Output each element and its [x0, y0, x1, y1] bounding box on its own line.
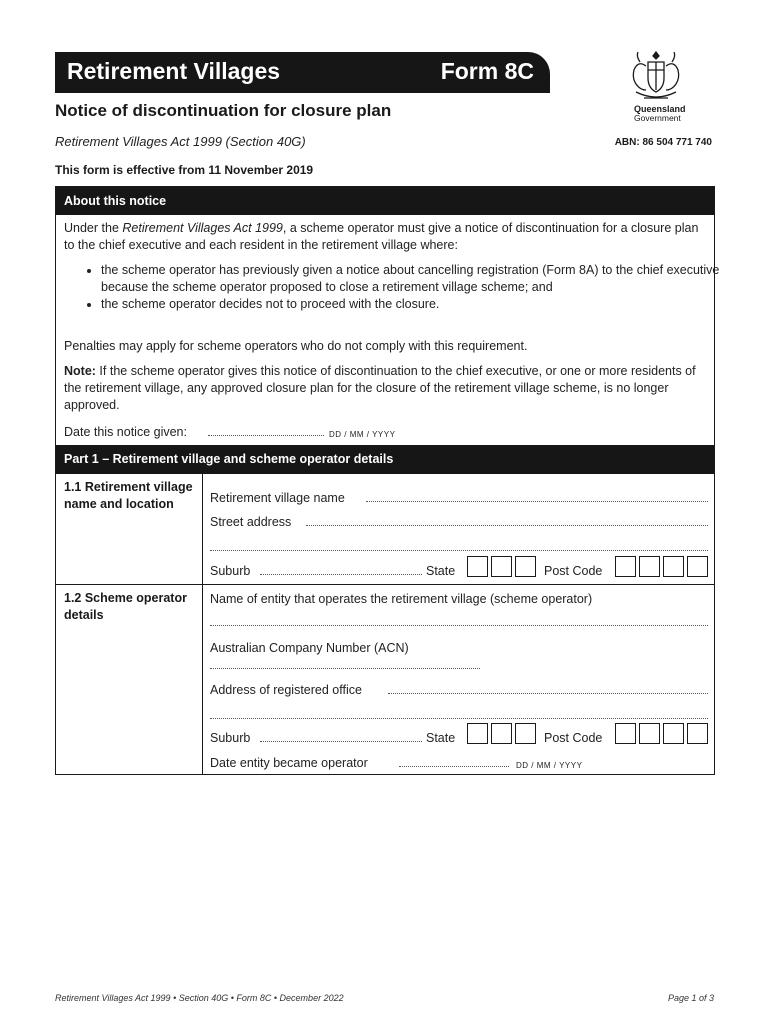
- registered-office-label: Address of registered office: [210, 683, 362, 697]
- acn-label: Australian Company Number (ACN): [210, 641, 409, 655]
- postcode-box[interactable]: [639, 723, 660, 744]
- act-reference: Retirement Villages Act 1999 (Section 40G): [55, 134, 306, 149]
- date-notice-format: DD / MM / YYYY: [329, 430, 396, 439]
- village-name-field[interactable]: [366, 501, 708, 502]
- postcode-box[interactable]: [615, 723, 636, 744]
- state-box[interactable]: [515, 723, 536, 744]
- acn-field[interactable]: [210, 668, 480, 669]
- entity-name-label: Name of entity that operates the retirement village (scheme operator): [210, 592, 593, 606]
- postcode-box[interactable]: [687, 556, 708, 577]
- postcode-box[interactable]: [639, 556, 660, 577]
- street-address-label: Street address: [210, 515, 292, 529]
- form-subtitle: Notice of discontinuation for closure plan: [55, 101, 392, 120]
- suburb-label: Suburb: [210, 564, 251, 578]
- village-name-label: Retirement village name: [210, 491, 345, 505]
- street-address-line-2[interactable]: [210, 550, 708, 551]
- note-text: Note: If the scheme operator gives this notice of discontinuation to the chief executive, or one or more residents of the retirement village, any approved closure plan for the closure of the retirement village scheme, is no longer approved.: [64, 364, 696, 412]
- abn-number: ABN: 86 504 771 740: [614, 137, 712, 148]
- footer-reference: Retirement Villages Act 1999 • Section 40G • Form 8C • December 2022: [55, 993, 344, 1003]
- state-label: State: [426, 564, 456, 578]
- state-box[interactable]: [491, 556, 512, 577]
- suburb-2-label: Suburb: [210, 731, 251, 745]
- state-box[interactable]: [467, 556, 488, 577]
- entity-date-format: DD / MM / YYYY: [516, 761, 583, 770]
- section-1-1-label: 1.1 Retirement village name and location: [64, 480, 193, 511]
- list-item: • the scheme operator decides not to proceed with the closure.: [101, 296, 721, 313]
- registered-office-field[interactable]: [388, 693, 708, 694]
- about-intro: Under the Retirement Villages Act 1999, a scheme operator must give a notice of discontinuation for a closure plan to the chief executive and each resident in the retirement village where:: [64, 221, 699, 252]
- street-address-field[interactable]: [306, 525, 708, 526]
- registered-office-line-2[interactable]: [210, 718, 708, 719]
- postcode-label: Post Code: [544, 564, 603, 578]
- about-bullet-list: [84, 262, 721, 313]
- suburb-field[interactable]: [260, 574, 422, 575]
- effective-date: This form is effective from 11 November 2019: [55, 163, 314, 177]
- date-notice-field[interactable]: [208, 435, 324, 436]
- form-number: Form 8C: [440, 58, 534, 84]
- state-box[interactable]: [515, 556, 536, 577]
- state-2-label: State: [426, 731, 456, 745]
- queensland-crest-icon: [626, 48, 686, 104]
- logo-text-queensland: Queensland: [634, 104, 686, 114]
- section-1-2-label: 1.2 Scheme operator details: [64, 591, 187, 622]
- form-title-bar: [55, 52, 550, 93]
- part1-heading: Part 1 – Retirement village and scheme operator details: [56, 445, 714, 474]
- list-item: • the scheme operator has previously given a notice about cancelling registration (Form 8A) to the chief executive because the scheme operator proposed to close a retirement village scheme; and: [101, 262, 721, 296]
- state-box[interactable]: [491, 723, 512, 744]
- form-body: [55, 186, 720, 775]
- state-box[interactable]: [467, 723, 488, 744]
- form-title: Retirement Villages: [67, 58, 281, 84]
- date-notice-label: Date this notice given:: [64, 425, 187, 439]
- column-divider: [202, 474, 203, 775]
- postcode-box[interactable]: [663, 556, 684, 577]
- postcode-box[interactable]: [615, 556, 636, 577]
- about-heading: About this notice: [56, 187, 714, 215]
- postcode-box[interactable]: [687, 723, 708, 744]
- page-number: Page 1 of 3: [667, 993, 714, 1003]
- penalties-text: Penalties may apply for scheme operators who do not comply with this requirement.: [64, 339, 528, 353]
- postcode-2-label: Post Code: [544, 731, 603, 745]
- row-divider: [56, 584, 714, 585]
- suburb-2-field[interactable]: [260, 741, 422, 742]
- entity-name-field[interactable]: [210, 625, 708, 626]
- postcode-box[interactable]: [663, 723, 684, 744]
- entity-date-field[interactable]: [399, 766, 509, 767]
- logo-text-government: Government: [634, 113, 681, 123]
- entity-date-label: Date entity became operator: [210, 756, 368, 770]
